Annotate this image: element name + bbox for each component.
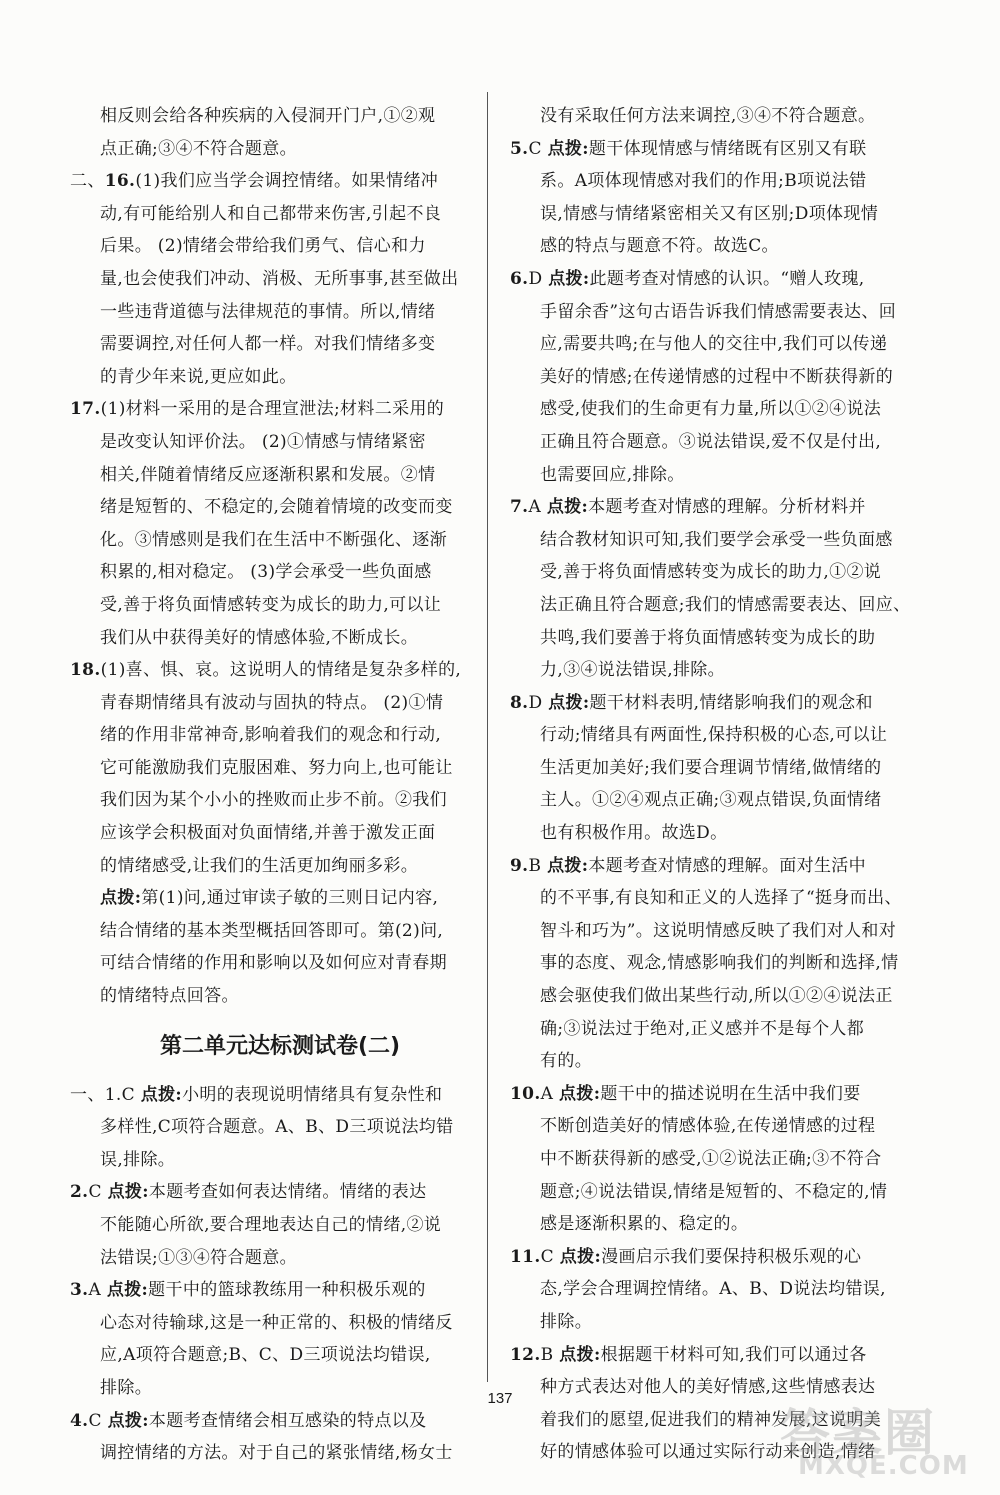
- text-line: [70, 491, 490, 524]
- line-text: 根据题干材料可知,我们可以通过各: [600, 1344, 867, 1365]
- line-text: 题意;④说法错误,情绪是短暂的、不稳定的,情: [540, 1181, 888, 1202]
- text-line: [70, 687, 490, 720]
- right-answers: [510, 100, 930, 1469]
- text-line: [70, 296, 490, 329]
- text-line: [510, 1045, 930, 1078]
- bold-label: 点拨:: [548, 268, 590, 289]
- text-line: [510, 1273, 930, 1306]
- line-text: 也需要回应,排除。: [540, 464, 685, 485]
- text-line: [70, 1144, 490, 1177]
- text-line: [70, 165, 490, 198]
- text-line: [510, 687, 930, 720]
- line-text: (1)我们应当学会调控情绪。如果情绪冲: [135, 171, 439, 192]
- line-text: 法正确且符合题意;我们的情感需要表达、回应、: [540, 594, 911, 615]
- watermark-url: MXQE.COM: [798, 1451, 969, 1481]
- bold-label: 6.: [510, 268, 529, 289]
- text-line: [70, 556, 490, 589]
- line-text: 我们从中获得美好的情感体验,不断成长。: [100, 627, 419, 648]
- line-text: 的情绪感受,让我们的生活更加绚丽多彩。: [100, 855, 419, 876]
- line-text: 题干中的描述说明在生活中我们要: [600, 1083, 861, 1104]
- line-text: 着我们的愿望,促进我们的精神发展,这说明美: [540, 1409, 882, 1430]
- text-line: [70, 1079, 490, 1112]
- text-line: [510, 719, 930, 752]
- line-text: 本题考查情绪会相互感染的特点以及: [148, 1410, 427, 1431]
- bold-label: 2.: [70, 1182, 89, 1203]
- line-text: 本题考查对情感的理解。分析材料并: [588, 497, 866, 518]
- text-line: [510, 1013, 930, 1046]
- line-text: 青春期情绪具有波动与固执的特点。 (2)①情: [100, 692, 444, 713]
- line-text: C: [88, 1182, 108, 1203]
- line-text: 结合教材知识可知,我们要学会承受一些负面感: [540, 529, 893, 550]
- text-line: [510, 296, 930, 329]
- text-line: [510, 1339, 930, 1372]
- line-text: A: [88, 1280, 107, 1301]
- text-line: [510, 459, 930, 492]
- line-text: 一些违背道德与法律规范的事情。所以,情绪: [100, 301, 436, 322]
- line-text: 它可能激励我们克服困难、努力向上,也可能让: [100, 757, 453, 778]
- bold-label: 点拨:: [107, 1410, 149, 1431]
- line-text: 生活更加美好;我们要合理调节情绪,做情绪的: [540, 757, 882, 778]
- line-text: 正确且符合题意。③说法错误,爱不仅是付出,: [540, 431, 882, 452]
- line-text: 误,情感与情绪紧密相关又有区别;D项体现情: [540, 203, 879, 224]
- text-line: [510, 1241, 930, 1274]
- text-line: [70, 1176, 490, 1209]
- right-column: [510, 100, 930, 1469]
- line-text: C: [540, 1246, 560, 1267]
- line-text: 本题考查对情感的理解。面对生活中: [588, 855, 866, 876]
- section-title: 第二单元达标测试卷(二): [159, 1033, 401, 1059]
- line-text: 也有积极作用。故选D。: [540, 823, 728, 844]
- line-text: 动,有可能给别人和自己都带来伤害,引起不良: [100, 203, 442, 224]
- text-line: [510, 1306, 930, 1339]
- line-text: 相关,伴随着情绪反应逐渐积累和发展。②情: [100, 464, 436, 485]
- bold-label: 10.: [510, 1083, 541, 1104]
- text-line: [70, 1209, 490, 1242]
- text-line: [510, 915, 930, 948]
- line-text: 美好的情感;在传递情感的过程中不断获得新的: [540, 366, 894, 387]
- text-line: [510, 1176, 930, 1209]
- line-text: 此题考查对情感的认识。“赠人玫瑰,: [589, 268, 865, 289]
- text-line: [510, 491, 930, 524]
- line-text: 需要调控,对任何人都一样。对我们情绪多变: [100, 334, 436, 355]
- text-line: [70, 1307, 490, 1340]
- line-text: 好的情感体验可以通过实际行动来创造,情绪: [540, 1442, 876, 1463]
- bold-label: 11.: [510, 1246, 541, 1267]
- line-text: 误,排除。: [100, 1149, 176, 1170]
- text-line: [70, 198, 490, 231]
- bold-label: 点拨:: [559, 1246, 602, 1267]
- text-line: [510, 524, 930, 557]
- line-text: 排除。: [540, 1311, 593, 1332]
- text-line: [510, 556, 930, 589]
- text-line: [70, 361, 490, 394]
- bold-label: 12.: [510, 1344, 541, 1365]
- line-text: 的不平事,有良知和正义的人选择了“挺身而出、: [540, 888, 902, 909]
- text-line: [70, 719, 490, 752]
- line-text: B: [540, 1344, 560, 1365]
- line-text: 是改变认知评价法。 (2)①情感与情绪紧密: [100, 431, 426, 452]
- text-line: [510, 165, 930, 198]
- line-text: 智斗和巧为”。这说明情感反映了我们对人和对: [540, 920, 897, 941]
- text-line: [70, 752, 490, 785]
- line-text: 受,善于将负面情感转变为成长的助力,①②说: [540, 562, 882, 583]
- watermark-text: 答案圈: [780, 1404, 936, 1462]
- text-line: [70, 915, 490, 948]
- bold-label: 点拨:: [547, 138, 589, 159]
- line-text: 漫画启示我们要保持积极乐观的心: [601, 1246, 862, 1267]
- line-text: 量,也会使我们冲动、消极、无所事事,甚至做出: [100, 268, 459, 289]
- text-line: [70, 1242, 490, 1275]
- line-text: 应该学会积极面对负面情绪,并善于激发正面: [100, 823, 436, 844]
- bold-label: 5.: [510, 138, 529, 159]
- bold-label: 点拨:: [106, 1280, 149, 1301]
- left-top-answers: [70, 100, 490, 1013]
- text-line: [70, 947, 490, 980]
- text-line: [70, 328, 490, 361]
- text-line: [70, 1405, 490, 1438]
- text-line: [70, 263, 490, 296]
- text-line: [510, 980, 930, 1013]
- text-line: [70, 100, 490, 133]
- line-text: 排除。: [100, 1377, 153, 1398]
- line-text: 种方式表达对他人的美好情感,这些情感表达: [540, 1377, 876, 1398]
- line-text: C: [88, 1410, 108, 1431]
- line-text: 绪的作用非常神奇,影响着我们的观念和行动,: [100, 725, 442, 746]
- page-number: 137: [487, 1390, 513, 1407]
- line-text: 调控情绪的方法。对于自己的紧张情绪,杨女士: [100, 1443, 453, 1464]
- text-line: [510, 654, 930, 687]
- text-line: [510, 393, 930, 426]
- line-text: 行动;情绪具有两面性,保持积极的心态,可以让: [540, 725, 888, 746]
- text-line: [510, 817, 930, 850]
- line-text: 法错误;①③④符合题意。: [100, 1247, 297, 1268]
- left-column: [70, 100, 490, 1470]
- line-text: 我们因为某个小小的挫败而止步不前。②我们: [100, 790, 447, 811]
- line-text: 确;③说法过于绝对,正义感并不是每个人都: [540, 1018, 865, 1039]
- line-text: 事的态度、观念,情感影响我们的判断和选择,情: [540, 953, 899, 974]
- bold-label: 3.: [70, 1280, 89, 1301]
- text-line: [70, 817, 490, 850]
- line-text: 手留余香”这句古语告诉我们情感需要表达、回: [540, 301, 897, 322]
- line-text: D: [528, 268, 549, 289]
- text-line: [70, 850, 490, 883]
- line-text: 一、1.C: [70, 1084, 141, 1105]
- line-text: 受,善于将负面情感转变为成长的助力,可以让: [100, 594, 442, 615]
- bold-label: 9.: [510, 855, 529, 876]
- text-line: [510, 426, 930, 459]
- line-text: 题干材料表明,情绪影响我们的观念和: [589, 692, 873, 713]
- line-text: 感会驱使我们做出某些行动,所以①②④说法正: [540, 986, 893, 1007]
- line-text: C: [528, 138, 548, 159]
- line-text: 化。③情感则是我们在生活中不断强化、逐渐: [100, 529, 447, 550]
- line-text: 的情绪特点回答。: [100, 986, 239, 1007]
- line-text: 主人。①②④观点正确;③观点错误,负面情绪: [540, 790, 882, 811]
- text-line: [510, 752, 930, 785]
- line-text: 二、: [70, 171, 105, 192]
- line-text: A: [528, 497, 547, 518]
- text-line: [70, 589, 490, 622]
- text-line: [70, 882, 490, 915]
- line-text: 态,学会合理调控情绪。A、B、D说法均错误,: [540, 1279, 886, 1300]
- line-text: 不能随心所欲,要合理地表达自己的情绪,②说: [100, 1215, 442, 1235]
- left-bottom-answers: [70, 1079, 490, 1470]
- text-line: [70, 980, 490, 1013]
- line-text: 相反则会给各种疾病的入侵洞开门户,①②观: [100, 106, 436, 126]
- bold-label: 点拨:: [559, 1344, 601, 1365]
- line-text: 共鸣,我们要善于将负面情感转变为成长的助: [540, 627, 876, 648]
- bold-label: 16.: [104, 171, 136, 192]
- line-text: 题干体现情感与情绪既有区别又有联: [588, 138, 867, 159]
- text-line: [70, 622, 490, 655]
- text-line: [510, 100, 930, 133]
- line-text: 后果。 (2)情绪会带给我们勇气、信心和力: [100, 236, 426, 257]
- text-line: [510, 947, 930, 980]
- text-line: [510, 622, 930, 655]
- text-line: [510, 1208, 930, 1241]
- line-text: 可结合情绪的作用和影响以及如何应对青春期: [100, 953, 447, 974]
- line-text: 力,③④说法错误,排除。: [540, 660, 726, 681]
- bold-label: 18.: [70, 660, 101, 681]
- line-text: 题干中的篮球教练用一种积极乐观的: [148, 1280, 426, 1301]
- text-line: [510, 263, 930, 296]
- text-line: [70, 524, 490, 557]
- line-text: 中不断获得新的感受,①②说法正确;③不符合: [540, 1149, 882, 1169]
- text-line: [510, 589, 930, 622]
- line-text: 感是逐渐积累的、稳定的。: [540, 1214, 749, 1235]
- text-line: [70, 230, 490, 263]
- text-line: [70, 426, 490, 459]
- line-text: D: [528, 692, 549, 713]
- text-line: [70, 1111, 490, 1144]
- bold-label: 17.: [70, 399, 101, 420]
- text-line: [70, 393, 490, 426]
- line-text: 不断创造美好的情感体验,在传递情感的过程: [540, 1116, 876, 1137]
- line-text: 的青少年来说,更应如此。: [100, 366, 297, 387]
- line-text: B: [528, 855, 548, 876]
- bold-label: 点拨:: [100, 888, 142, 909]
- text-line: [510, 850, 930, 883]
- line-text: 没有采取任何方法来调控,③④不符合题意。: [540, 106, 876, 126]
- text-line: [70, 459, 490, 492]
- line-text: 本题考查如何表达情绪。情绪的表达: [148, 1182, 427, 1203]
- line-text: A: [540, 1083, 560, 1104]
- bold-label: 点拨:: [559, 1083, 601, 1104]
- line-text: 应,A项符合题意;B、C、D三项说法均错误,: [100, 1345, 431, 1366]
- line-text: 第(1)问,通过审读子敏的三则日记内容,: [141, 888, 439, 909]
- bold-label: 点拨:: [547, 855, 589, 876]
- bold-label: 点拨:: [546, 497, 589, 518]
- bold-label: 点拨:: [107, 1182, 149, 1203]
- text-line: [510, 328, 930, 361]
- line-text: 绪是短暂的、不稳定的,会随着情境的改变而变: [100, 497, 453, 518]
- line-text: 有的。: [540, 1051, 593, 1072]
- text-line: [70, 784, 490, 817]
- bold-label: 7.: [510, 497, 529, 518]
- line-text: 应,需要共鸣;在与他人的交往中,我们可以传递: [540, 334, 888, 355]
- line-text: 感的特点与题意不符。故选C。: [540, 236, 779, 257]
- text-line: [510, 198, 930, 231]
- text-line: [70, 1339, 490, 1372]
- text-line: [510, 230, 930, 263]
- line-text: 多样性,C项符合题意。A、B、D三项说法均错: [100, 1117, 454, 1138]
- bold-label: 8.: [510, 692, 529, 713]
- text-line: [510, 882, 930, 915]
- text-line: [510, 784, 930, 817]
- text-line: [510, 1078, 930, 1111]
- line-text: 系。A项体现情感对我们的作用;B项说法错: [540, 171, 867, 192]
- text-line: [510, 133, 930, 166]
- text-line: [70, 1274, 490, 1307]
- text-line: [70, 1437, 490, 1470]
- bold-label: 4.: [70, 1410, 89, 1431]
- line-text: 结合情绪的基本类型概括回答即可。第(2)问,: [100, 920, 444, 941]
- text-line: [510, 1110, 930, 1143]
- line-text: 心态对待输球,这是一种正常的、积极的情绪反: [100, 1312, 453, 1333]
- text-line: [70, 654, 490, 687]
- bold-label: 点拨:: [140, 1084, 183, 1105]
- line-text: (1)材料一采用的是合理宣泄法;材料二采用的: [100, 399, 445, 420]
- text-line: [510, 361, 930, 394]
- text-line: [70, 133, 490, 166]
- line-text: 感受,使我们的生命更有力量,所以①②④说法: [540, 399, 882, 420]
- line-text: 点正确;③④不符合题意。: [100, 138, 297, 159]
- column-divider: [487, 92, 488, 1382]
- text-line: [510, 1143, 930, 1176]
- line-text: 积累的,相对稳定。 (3)学会承受一些负面感: [100, 562, 432, 583]
- line-text: (1)喜、惧、哀。这说明人的情绪是复杂多样的,: [100, 660, 462, 681]
- line-text: 小明的表现说明情绪具有复杂性和: [182, 1084, 443, 1105]
- bold-label: 点拨:: [548, 692, 590, 713]
- watermark-logo: [768, 1393, 978, 1483]
